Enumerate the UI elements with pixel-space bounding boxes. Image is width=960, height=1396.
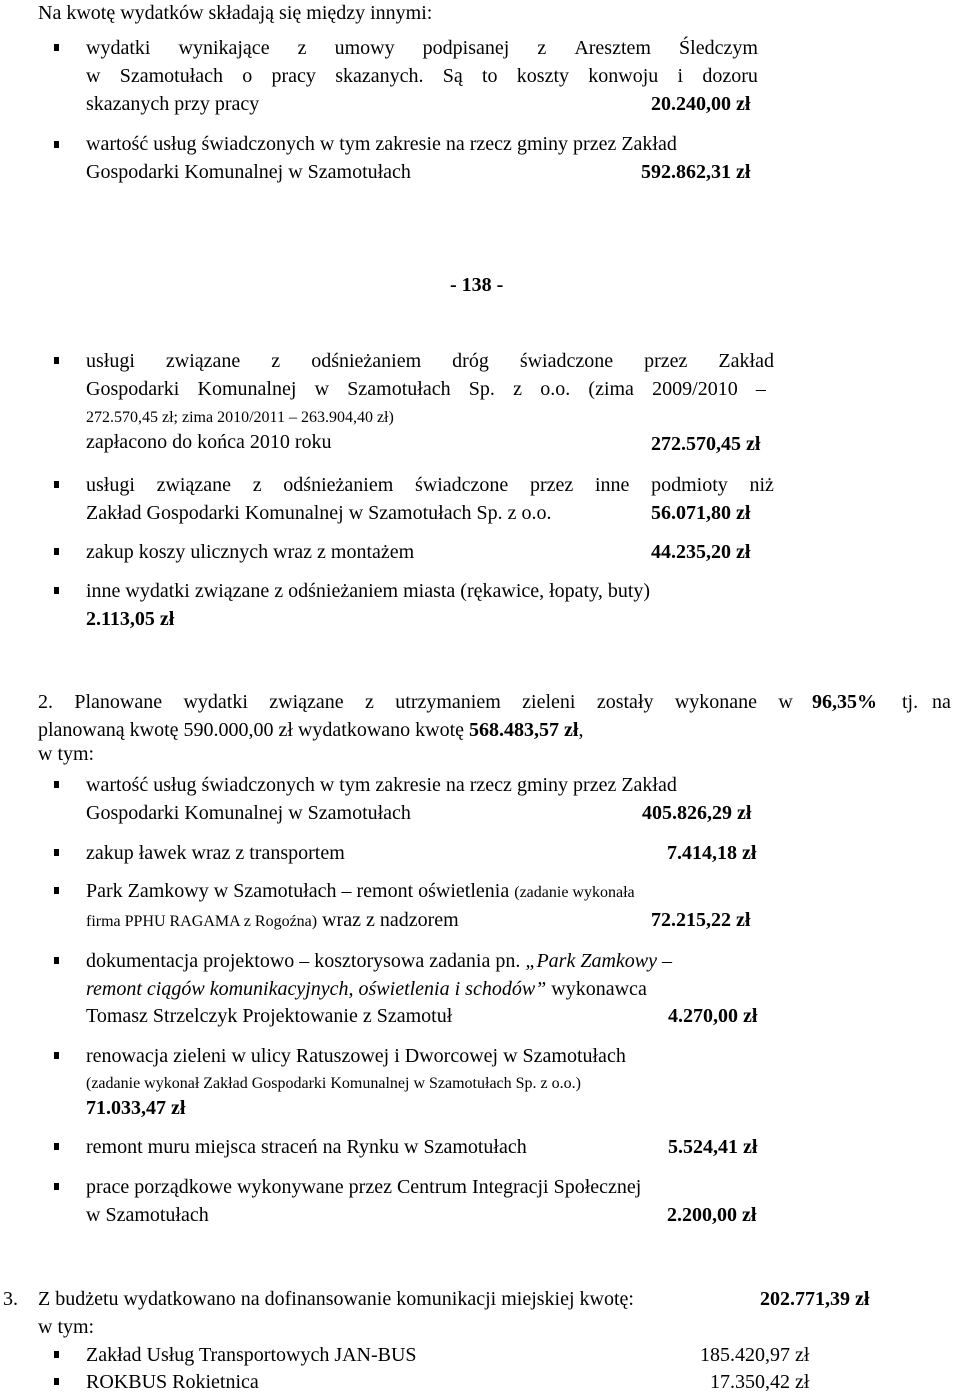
word: umowy (334, 37, 395, 59)
word: Szamotułach (347, 378, 451, 400)
word: Komunalnej (197, 378, 297, 400)
sec2-item6-amount: 5.524,41 zł (668, 1136, 758, 1158)
s2-item1-line2 (86, 375, 766, 403)
s2-item2-line2: Zakład Gospodarki Komunalnej w Szamotułach Sp. z o.o. (86, 502, 552, 524)
word: utrzymaniem (395, 691, 501, 713)
sec3-wtym: w tym: (38, 1316, 95, 1338)
word: 2. (38, 691, 53, 713)
sec2-item1-amount: 405.826,29 zł (642, 802, 752, 824)
s2-item3-amount: 44.235,20 zł (651, 541, 751, 563)
sec3-item1-text: Zakład Usług Transportowych JAN-BUS (86, 1344, 417, 1366)
s2-item2-line1 (86, 471, 774, 499)
word: świadczone (519, 350, 614, 372)
sec2-item4-line2: remont ciągów komunikacyjnych, oświetlenia i schodów” wykonawca (86, 978, 647, 1000)
sec2-item2-text: zakup ławek wraz z transportem (86, 842, 345, 864)
word: w (86, 65, 101, 87)
bullet-icon (54, 1052, 59, 1059)
word: to (481, 65, 498, 87)
bullet-icon (54, 548, 59, 555)
word: konwoju (588, 65, 659, 87)
sec2-item5-line1: renowacja zieleni w ulicy Ratuszowej i Dworcowej w Szamotułach (86, 1045, 626, 1067)
bullet-icon (54, 1378, 59, 1385)
bullet-icon (54, 1351, 59, 1358)
word: 2009/2010 (652, 378, 738, 400)
sec2-item4-line3: Tomasz Strzelczyk Projektowanie z Szamotuł (86, 1005, 453, 1027)
s2-item4-amount: 2.113,05 zł (86, 608, 175, 630)
s1-item1-amount: 20.240,00 zł (651, 93, 751, 115)
word: przez (529, 474, 574, 496)
word: z (513, 378, 522, 400)
bullet-icon (54, 781, 59, 788)
s1-item2-amount: 592.862,31 zł (641, 161, 751, 183)
s1-item1-line2 (86, 62, 758, 90)
word: z (271, 350, 281, 372)
word: odśnieżaniem (283, 474, 394, 496)
bullet-icon (54, 887, 59, 894)
word: koszty (516, 65, 570, 87)
bullet-icon (54, 587, 59, 594)
word: pracy (271, 65, 316, 87)
word: Sp. (468, 378, 495, 400)
word: związane (156, 474, 231, 496)
bullet-icon (54, 1183, 59, 1190)
word: (zima (588, 378, 634, 400)
word: wynikające (178, 37, 270, 59)
s1-item1-line1 (86, 34, 758, 62)
word: przez (644, 350, 688, 372)
word: podpisanej (422, 37, 510, 59)
s1-item2-line1: wartość usług świadczonych w tym zakresie na rzecz gminy przez Zakład (86, 133, 677, 155)
sec2-wtym: w tym: (38, 743, 95, 765)
word: podmioty (651, 474, 728, 496)
bullet-icon (54, 357, 59, 364)
s2-item2-amount: 56.071,80 zł (651, 502, 751, 524)
sec2-item7-line2: w Szamotułach (86, 1204, 209, 1226)
s2-item1-amount: 272.570,45 zł (651, 433, 761, 455)
bullet-icon (54, 141, 59, 148)
sec3-item2-text: ROKBUS Rokietnica (86, 1371, 259, 1393)
word: Są (442, 65, 463, 87)
s2-item3-text: zakup koszy ulicznych wraz z montażem (86, 541, 415, 563)
s2-item1-line1 (86, 347, 774, 375)
word: skazanych. (335, 65, 424, 87)
word: dozoru (702, 65, 758, 87)
word: wykonane (674, 691, 758, 713)
sec2-item7-amount: 2.200,00 zł (667, 1204, 757, 1226)
sec2-percent: 96,35% (812, 691, 877, 713)
word: wydatki (86, 37, 151, 59)
word: związane (165, 350, 241, 372)
word: związane (269, 691, 344, 713)
sec2-item1-line1: wartość usług świadczonych w tym zakresie na rzecz gminy przez Zakład (86, 774, 677, 796)
s1-item2-line2: Gospodarki Komunalnej w Szamotułach (86, 161, 411, 183)
word: usługi (86, 474, 135, 496)
word: niż (749, 474, 774, 496)
sec2-line2: planowaną kwotę 590.000,00 zł wydatkowano kwotę 568.483,57 zł, (38, 719, 584, 741)
word: w (314, 378, 330, 400)
word: dróg (452, 350, 489, 372)
sec2-item1-line2: Gospodarki Komunalnej w Szamotułach (86, 802, 411, 824)
word: wydatki (183, 691, 248, 713)
word: w (778, 691, 793, 713)
intro-text: Na kwotę wydatków składają się między innymi: (38, 2, 433, 24)
word: Planowane (74, 691, 163, 713)
s2-item1-line4: zapłacono do końca 2010 roku (86, 431, 332, 453)
sec2-tj: tj. (902, 691, 919, 713)
word: usługi (86, 350, 135, 372)
sec2-item4-amount: 4.270,00 zł (668, 1005, 758, 1027)
sec2-item5-line2: (zadanie wykonał Zakład Gospodarki Komunalnej w Szamotułach Sp. z o.o.) (86, 1075, 581, 1092)
s2-item1-line3: 272.570,45 zł; zima 2010/2011 – 263.904,40 zł) (86, 409, 394, 426)
sec3-text: Z budżetu wydatkowano na dofinansowanie komunikacji miejskiej kwotę: (38, 1288, 634, 1310)
bullet-icon (54, 849, 59, 856)
sec3-amount: 202.771,39 zł (760, 1288, 870, 1310)
sec2-item5-amount: 71.033,47 zł (86, 1097, 186, 1119)
word: świadczone (414, 474, 509, 496)
sec2-item2-amount: 7.414,18 zł (667, 842, 757, 864)
word: z (537, 37, 547, 59)
word: Zakład (718, 350, 774, 372)
word: Szamotułach (119, 65, 224, 87)
word: Gospodarki (86, 378, 180, 400)
sec2-item7-line1: prace porządkowe wykonywane przez Centrum Integracji Społecznej (86, 1176, 642, 1198)
bullet-icon (54, 1143, 59, 1150)
word: z (252, 474, 262, 496)
word: Śledczym (679, 37, 758, 59)
sec2-item6-text: remont muru miejsca straceń na Rynku w Szamotułach (86, 1136, 527, 1158)
sec3-item1-amount: 185.420,97 zł (700, 1344, 810, 1366)
word: inne (594, 474, 630, 496)
sec2-item4-line1: dokumentacja projektowo – kosztorysowa zadania pn. „Park Zamkowy – (86, 950, 672, 972)
sec2-total: 568.483,57 zł (469, 719, 579, 741)
sec2-na: na (932, 691, 951, 713)
s2-item4-text: inne wydatki związane z odśnieżaniem miasta (rękawice, łopaty, buty) (86, 580, 651, 602)
bullet-icon (54, 957, 59, 964)
sec2-line1 (38, 688, 793, 716)
bullet-icon (54, 481, 59, 488)
word: zieleni (522, 691, 576, 713)
sec2-item3-amount: 72.215,22 zł (651, 909, 751, 931)
word: Aresztem (574, 37, 651, 59)
word: o.o. (540, 378, 571, 400)
word: i (677, 65, 684, 87)
word: z (297, 37, 307, 59)
word: odśnieżaniem (311, 350, 422, 372)
sec2-item3-line2: firma PPHU RAGAMA z Rogoźna) wraz z nadzorem (86, 909, 459, 931)
word: zostały (596, 691, 654, 713)
word: z (365, 691, 374, 713)
sec2-item3-line1: Park Zamkowy w Szamotułach – remont oświetlenia (zadanie wykonała (86, 880, 635, 902)
sec3-number: 3. (3, 1288, 18, 1310)
sec3-item2-amount: 17.350,42 zł (710, 1371, 810, 1393)
word: o (242, 65, 253, 87)
s1-item1-line3: skazanych przy pracy (86, 93, 260, 115)
word: – (755, 378, 766, 400)
bullet-icon (54, 44, 59, 51)
page-number: - 138 - (450, 274, 504, 296)
